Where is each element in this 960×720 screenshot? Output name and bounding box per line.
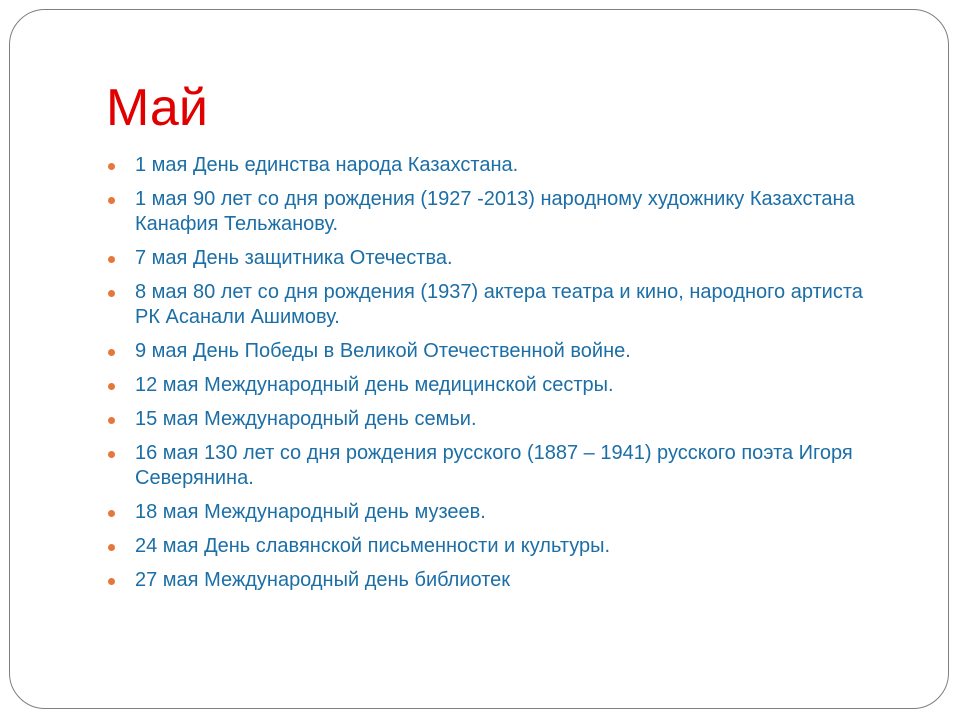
list-item-text: 18 мая Международный день музеев. [135,501,486,523]
list-item-text: 7 мая День защитника Отечества. [135,247,453,269]
list-item [108,373,888,398]
bullet-icon [108,383,115,390]
bullet-icon [108,417,115,424]
slide-title: Май [106,79,208,137]
list-item-text: 27 мая Международный день библиотек [135,569,511,591]
list-item [108,441,888,491]
list-item-text: 12 мая Международный день медицинской сестры. [135,374,614,396]
bullet-icon [108,163,115,170]
list-item [108,280,888,330]
bullet-icon [108,256,115,263]
list-item-text: 16 мая 130 лет со дня рождения русского (1887 – 1941) русского поэта Игоря Северянина. [135,442,853,489]
list-item [108,534,888,559]
bullet-list [108,153,888,602]
bullet-icon [108,544,115,551]
list-item-text: 9 мая День Победы в Великой Отечественной войне. [135,340,631,362]
list-item-text: 15 мая Международный день семьи. [135,408,477,430]
bullet-icon [108,451,115,458]
list-item-text: 24 мая День славянской письменности и культуры. [135,535,611,557]
list-item [108,339,888,364]
bullet-icon [108,197,115,204]
bullet-icon [108,510,115,517]
list-item [108,568,888,593]
bullet-icon [108,290,115,297]
list-item [108,187,888,237]
list-item [108,246,888,271]
list-item-text: 1 мая 90 лет со дня рождения (1927 -2013) народному художнику Казахстана Канафия Тельжанову. [135,188,855,235]
list-item [108,407,888,432]
list-item-text: 8 мая 80 лет со дня рождения (1937) актера театра и кино, народного артиста РК Асанали Ашимову. [135,281,863,328]
bullet-icon [108,349,115,356]
list-item [108,153,888,178]
list-item [108,500,888,525]
list-item-text: 1 мая День единства народа Казахстана. [135,154,519,176]
bullet-icon [108,578,115,585]
